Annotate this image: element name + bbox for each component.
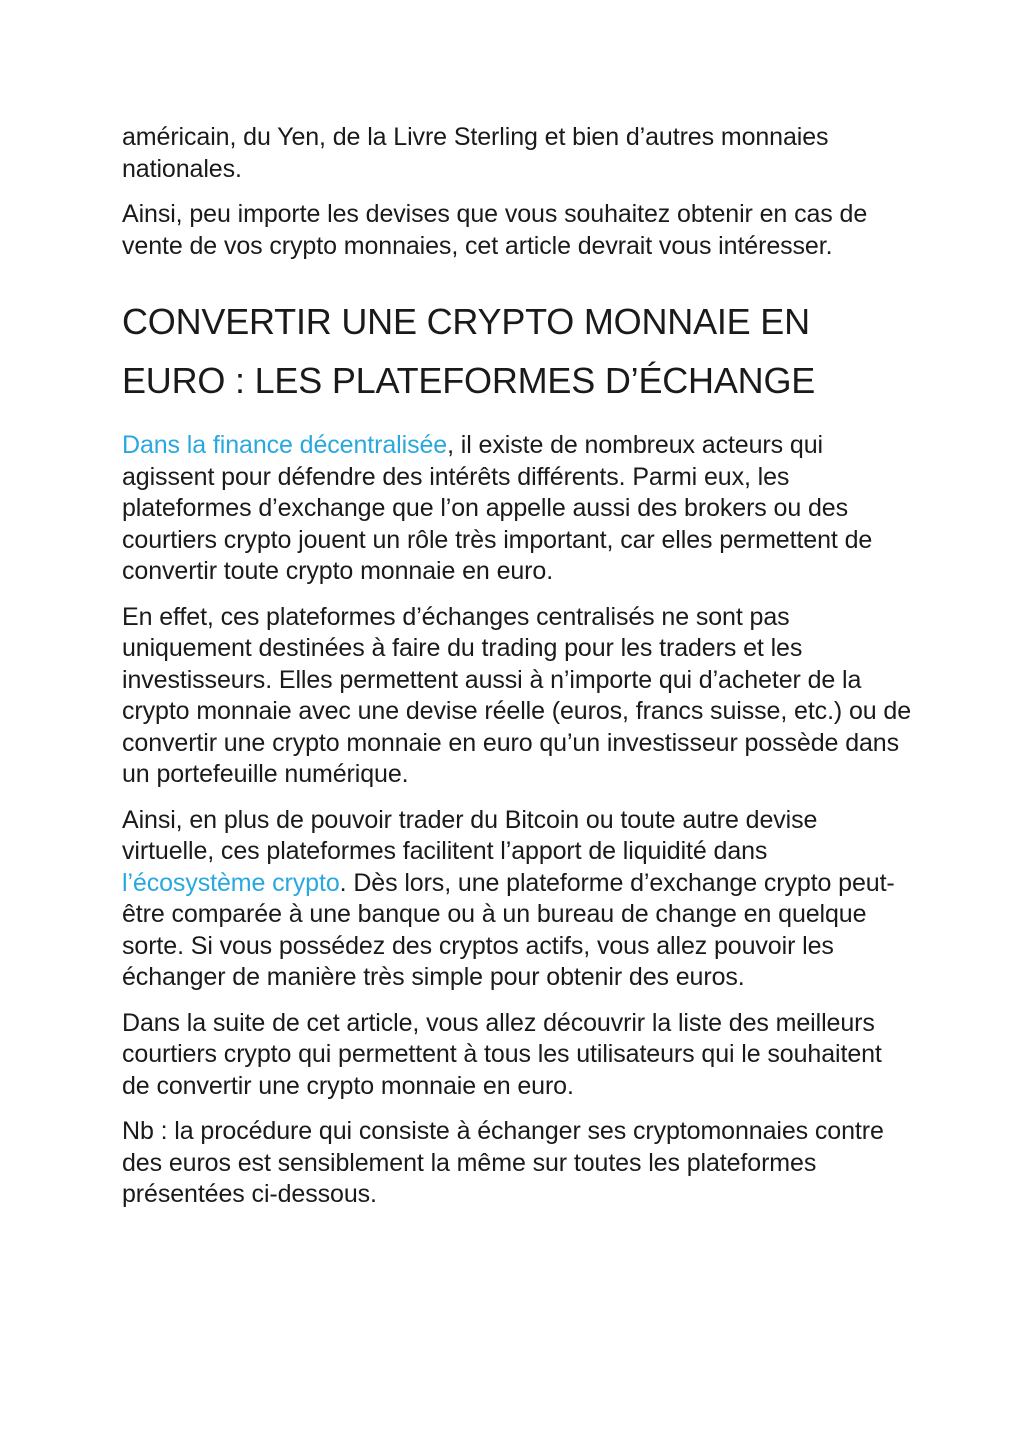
heading-line-1: CONVERTIR UNE CRYPTO MONNAIE EN [122, 301, 810, 342]
paragraph-finance [122, 430, 912, 588]
link-finance-decentralisee[interactable]: Dans la finance décentralisée [122, 431, 448, 459]
document-page [122, 122, 912, 1225]
section-heading [122, 292, 912, 410]
paragraph-liquidite [122, 805, 912, 994]
intro-paragraph-2: Ainsi, peu importe les devises que vous souhaitez obtenir en cas de vente de vos crypto monnaies, cet article devrait vous intéresser. [122, 200, 868, 260]
paragraph-liquidite-after: . Dès lors, une plateforme d’exchange crypto peut-être comparée à une banque ou à un bureau de change en quelque sorte. Si vous possédez des cryptos actifs, vous allez pouvoir les échanger de manière très simple pour obtenir des euros. [122, 868, 895, 991]
link-ecosysteme-crypto[interactable]: l’écosystème crypto [122, 868, 340, 897]
paragraph-suite: Dans la suite de cet article, vous allez découvrir la liste des meilleurs courtiers crypto qui permettent à tous les utilisateurs qui le souhaitent de convertir une crypto monnaie en euro. [122, 1008, 882, 1100]
heading-line-2: EURO : LES PLATEFORMES D’ÉCHANGE [122, 360, 816, 401]
paragraph-liquidite-before: Ainsi, en plus de pouvoir trader du Bitcoin ou toute autre devise virtuelle, ces plateformes facilitent l’apport de liquidité dans [122, 805, 818, 865]
paragraph-note: Nb : la procédure qui consiste à échanger ses cryptomonnaies contre des euros est sensiblement la même sur toutes les plateformes présentées ci-dessous. [122, 1117, 884, 1208]
intro-paragraph: américain, du Yen, de la Livre Sterling et bien d’autres monnaies nationales. [122, 123, 829, 183]
paragraph-plateformes: En effet, ces plateformes d’échanges centralisés ne sont pas uniquement destinées à faire du trading pour les traders et les investisseurs. Elles permettent aussi à n’importe qui d’acheter de la crypto monnaie avec une devise réelle (euros, francs suisse, etc.) ou de convertir une crypto monnaie en euro qu’un investisseur possède dans un portefeuille numérique. [122, 602, 912, 788]
paragraph-finance-text: , il existe de nombreux acteurs qui agissent pour défendre des intérêts différents. Parmi eux, les plateformes d’exchange que l’on appelle aussi des brokers ou des courtiers crypto jouent un rôle très important, car elles permettent de convertir toute crypto monnaie en euro. [122, 431, 873, 585]
